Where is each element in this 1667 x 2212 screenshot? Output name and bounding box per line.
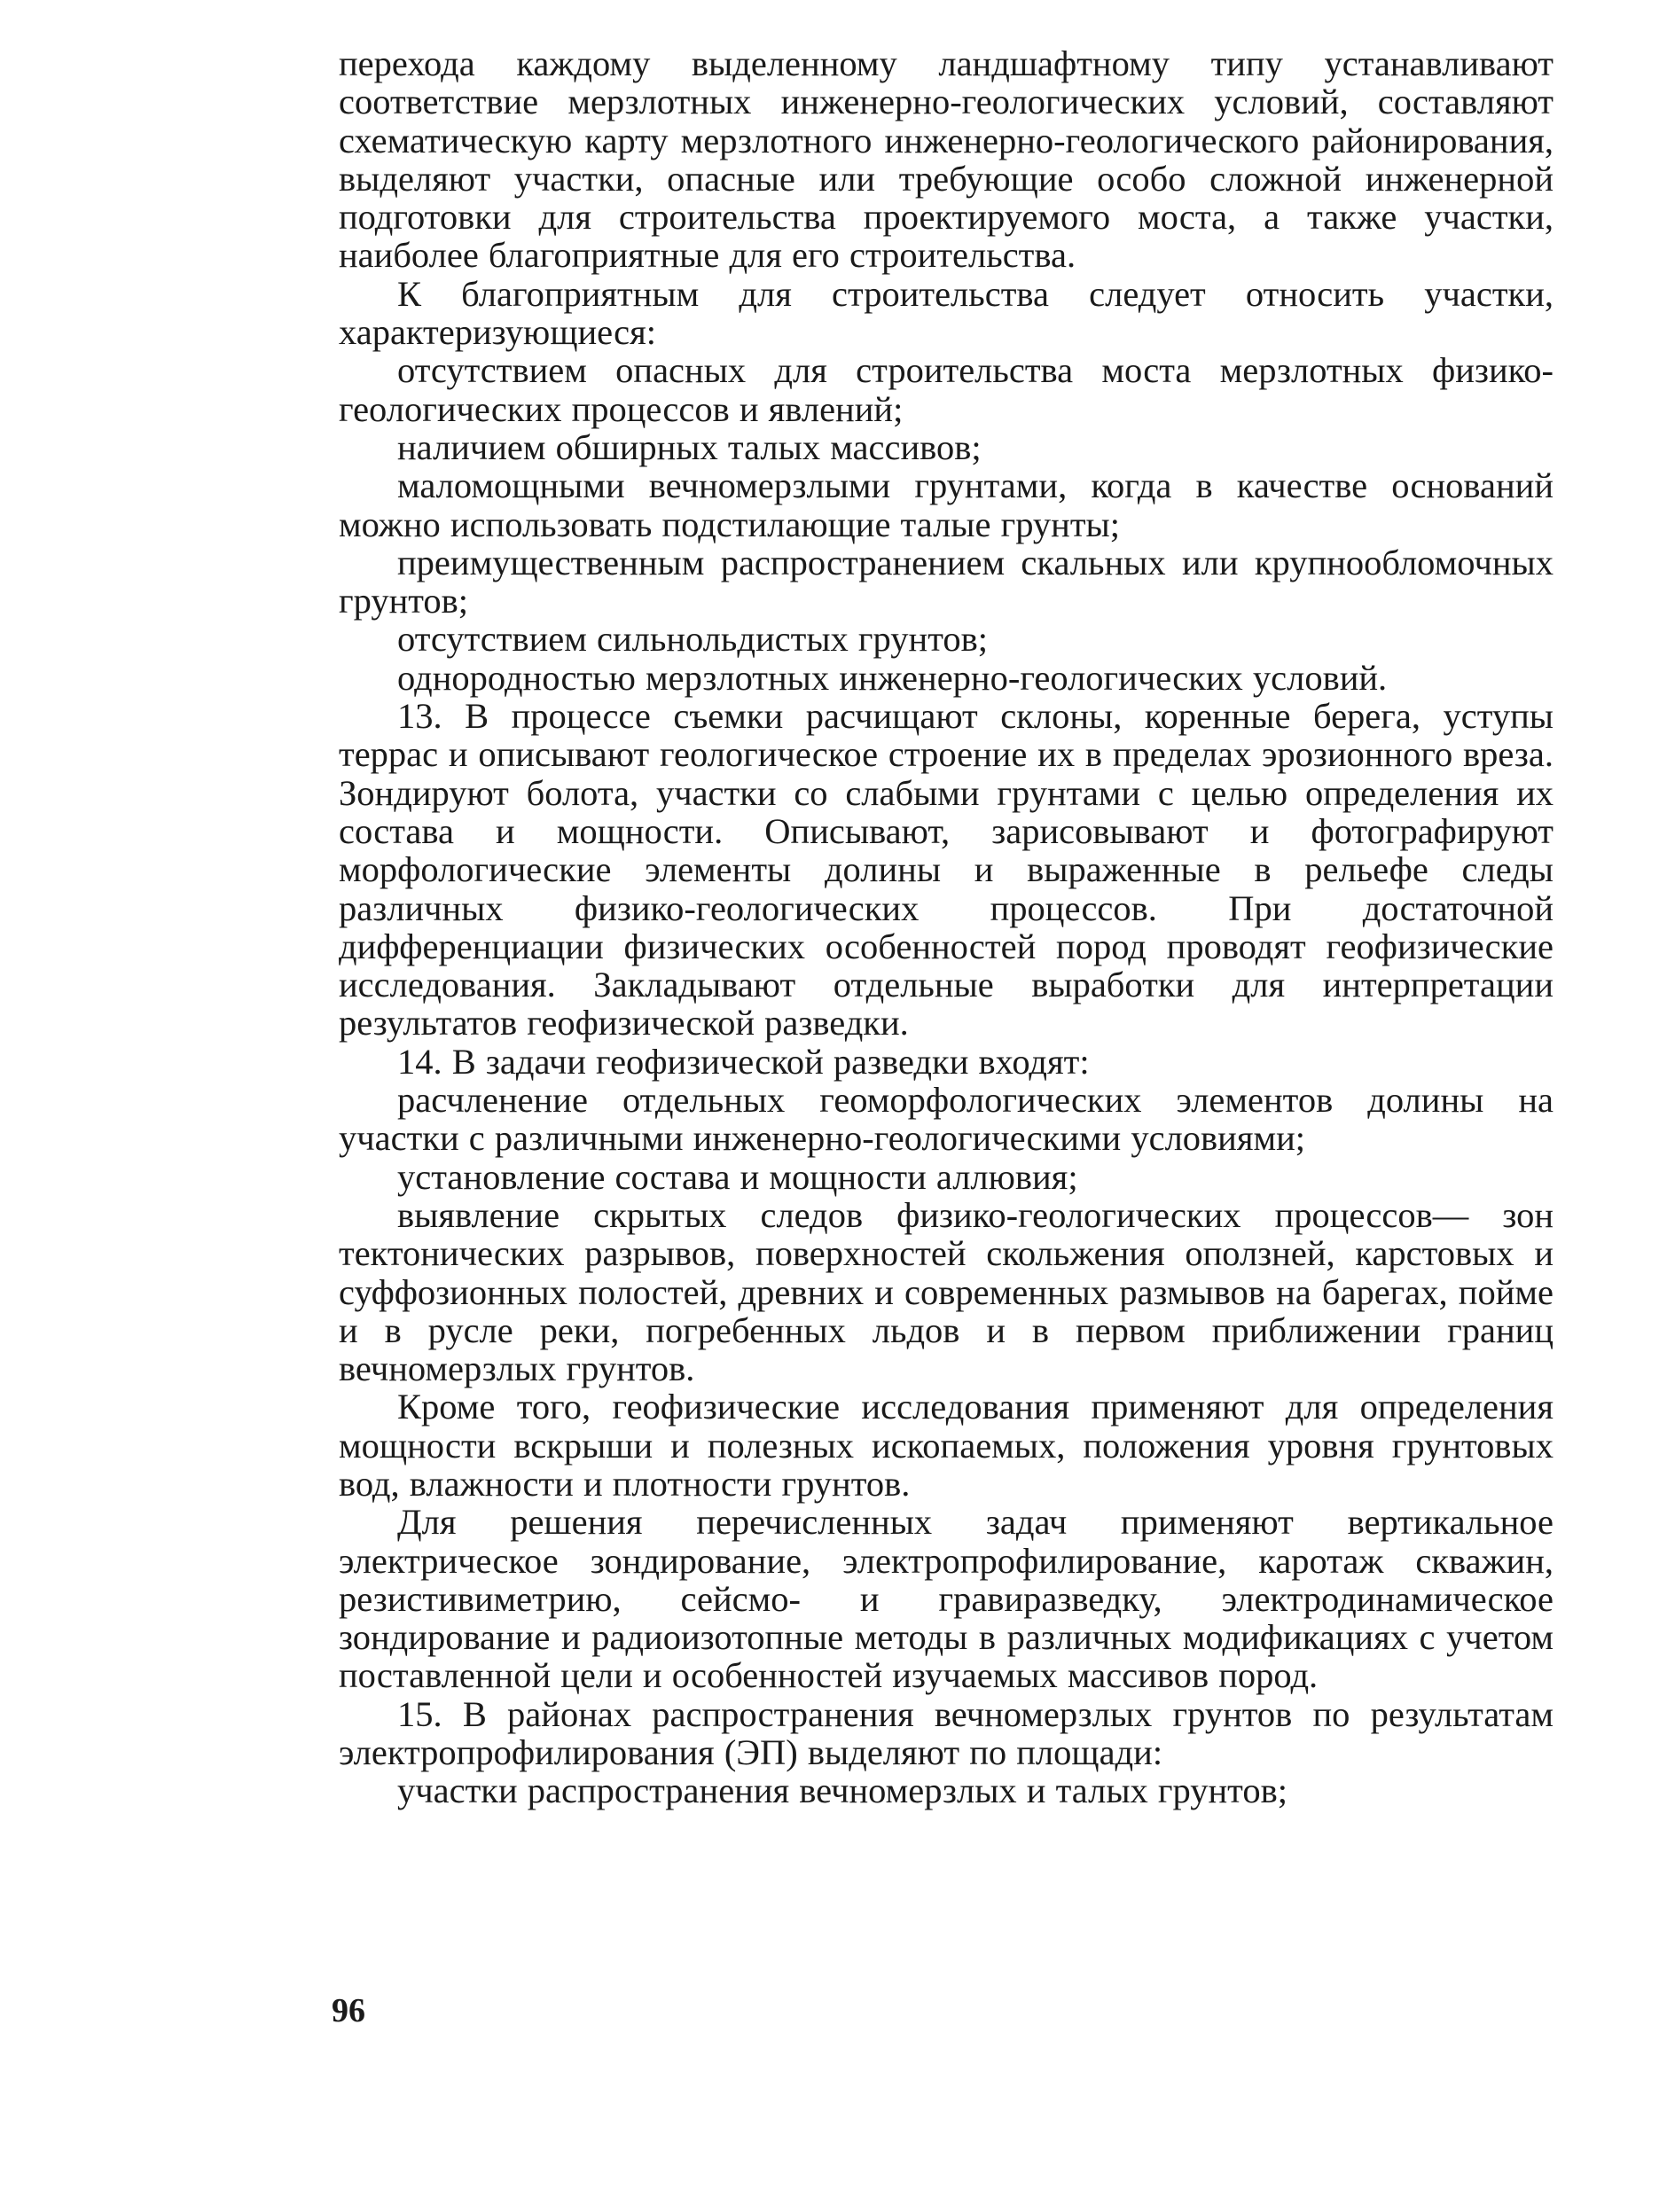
paragraph-continuation: перехода каждому выделенному ландшафтному типу устанавливают соответствие мерзлотных инженерно-геологических условий, составляют схематическую карту мерзлотного инженерно-геологического районирования, выделяют участки, опасные или требующие особо сложной инженерной подготовки для строительства проектируемого моста, а также участки, наиболее благоприятные для его строительства. (339, 43, 1554, 276)
list-item-uniform-conditions: однородностью мерзлотных инженерно-геологических условий. (397, 657, 1388, 698)
page-number: 96 (332, 1992, 365, 2029)
list-item-thin-permafrost: маломощными вечномерзлыми грунтами, когда в качестве оснований можно использовать подстилающие талые грунты; (339, 465, 1554, 544)
paragraph-favorable-sites: К благоприятным для строительства следует относить участки, характеризующиеся: (339, 273, 1554, 353)
paragraph-section-14: 14. В задачи геофизической разведки входят: (397, 1041, 1090, 1082)
list-item-hidden-traces: выявление скрытых следов физико-геологических процессов— зон тектонических разрывов, поверхностей скольжения оползней, карстовых и суффозионных полостей, древних и современных размывов на барегах, пойме и в русле реки, погребенных льдов и в первом приближении границ вечномерзлых грунтов. (339, 1194, 1554, 1389)
page-body (339, 44, 1554, 1810)
list-item-no-icy-soils: отсутствием сильнольдистых грунтов; (397, 619, 988, 660)
paragraph-section-13: 13. В процессе съемки расчищают склоны, коренные берега, уступы террас и описывают геологическое строение их в пределах эрозионного вреза. Зондируют болота, участки со слабыми грунтами с целью определения их состава и мощности. Описывают, зарисовывают и фотографируют морфологические элементы долины и выраженные в рельефе следы различных физико-геологических процессов. При достаточной дифференциации физических особенностей пород проводят геофизические исследования. Закладывают отдельные выработки для интерпретации результатов геофизической разведки. (339, 696, 1554, 1043)
list-item-rocky-soils: преимущественным распространением скальных или крупнообломочных грунтов; (339, 542, 1554, 621)
list-item-permafrost-areas: участки распространения вечномерзлых и талых грунтов; (397, 1770, 1287, 1811)
paragraph-methods: Для решения перечисленных задач применяют вертикальное электрическое зондирование, электропрофилирование, каротаж скважин, резистивиметрию, сейсмо- и гравиразведку, электродинамическое зондирование и радиоизотопные методы в различных модификациях с учетом поставленной цели и особенностей изучаемых массивов пород. (339, 1502, 1554, 1696)
list-item-alluvium: установление состава и мощности аллювия; (397, 1156, 1078, 1197)
list-item-subdivision: расчленение отдельных геоморфологических элементов долины на участки с различными инженерно-геологическими условиями; (339, 1080, 1554, 1159)
list-item-thawed-massifs: наличием обширных талых массивов; (397, 426, 982, 467)
paragraph-additional-uses: Кроме того, геофизические исследования применяют для определения мощности вскрыши и полезных ископаемых, положения уровня грунтовых вод, влажности и плотности грунтов. (339, 1387, 1554, 1504)
list-item-no-hazards: отсутствием опасных для строительства моста мерзлотных физико-геологических процессов и явлений; (339, 350, 1554, 429)
paragraph-section-15: 15. В районах распространения вечномерзлых грунтов по результатам электропрофилирования (ЭП) выделяют по площади: (339, 1693, 1554, 1773)
